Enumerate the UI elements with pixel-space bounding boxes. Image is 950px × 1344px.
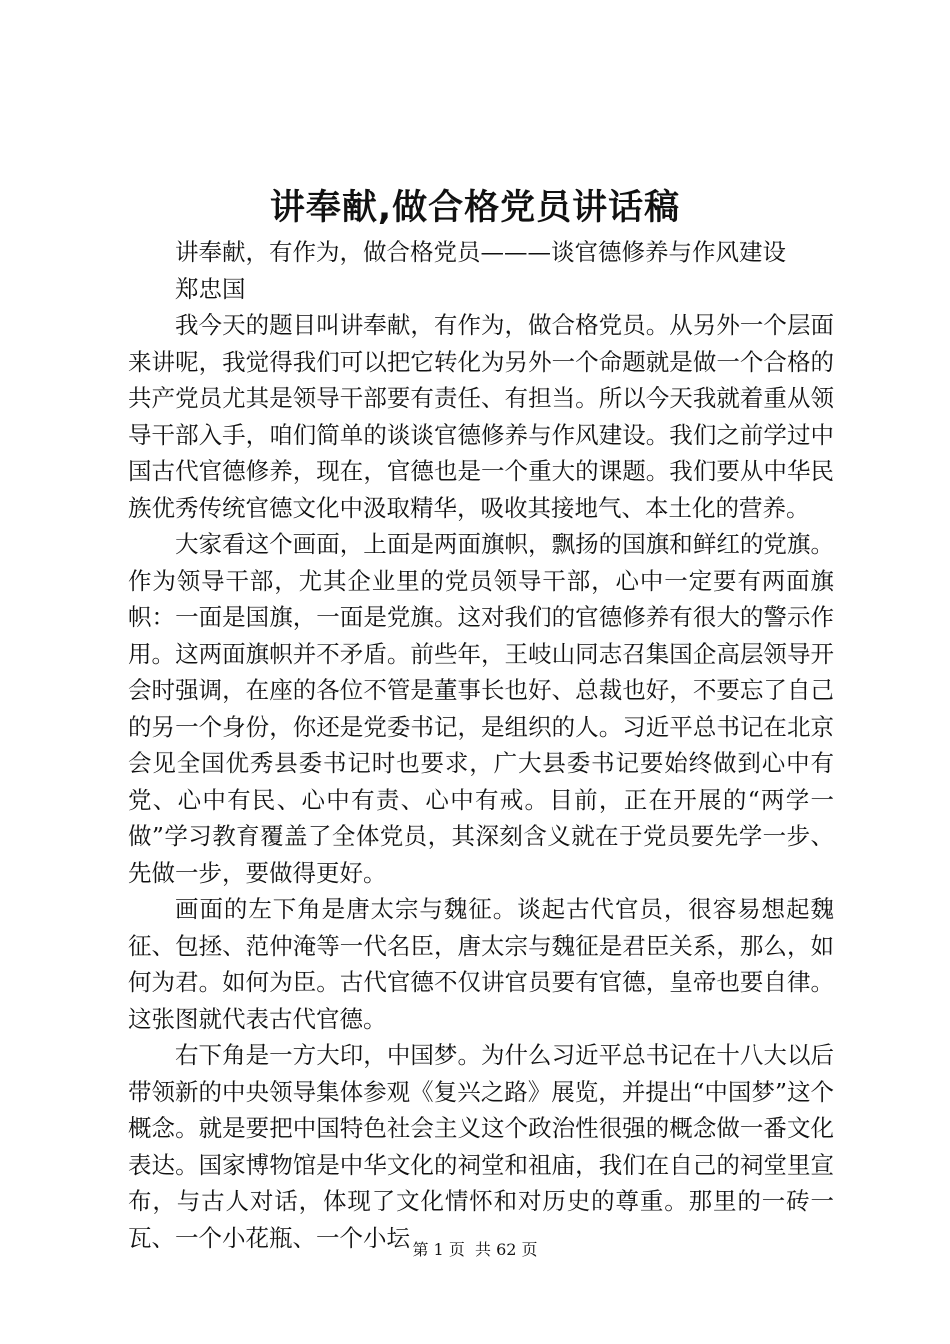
page-number-footer: 第 1 页 共 62 页	[412, 1240, 538, 1259]
document-body	[128, 234, 834, 1256]
body-paragraph: 大家看这个画面，上面是两面旗帜，飘扬的国旗和鲜红的党旗。作为领导干部，尤其企业里的党员领导干部，心中一定要有两面旗帜：一面是国旗，一面是党旗。这对我们的官德修养有很大的警示作用。这两面旗帜并不矛盾。前些年，王岐山同志召集国企高层领导开会时强调，在座的各位不管是董事长也好、总裁也好，不要忘了自己的另一个身份，你还是党委书记，是组织的人。习近平总书记在北京会见全国优秀县委书记时也要求，广大县委书记要始终做到心中有党、心中有民、心中有责、心中有戒。目前，正在开展的“两学一做”学习教育覆盖了全体党员，其深刻含义就在于党员要先学一步、先做一步，要做得更好。	[128, 530, 834, 887]
document-title: 讲奉献,做合格党员讲话稿	[269, 188, 681, 228]
author-paragraph: 郑忠国	[175, 274, 246, 303]
body-paragraph: 我今天的题目叫讲奉献，有作为，做合格党员。从另外一个层面来讲呢，我觉得我们可以把它转化为另外一个命题就是做一个合格的共产党员尤其是领导干部要有责任、有担当。所以今天我就着重从领导干部入手，咱们简单的谈谈官德修养与作风建设。我们之前学过中国古代官德修养，现在，官德也是一个重大的课题。我们要从中华民族优秀传统官德文化中汲取精华，吸收其接地气、本土化的营养。	[128, 311, 834, 522]
body-paragraph: 画面的左下角是唐太宗与魏征。谈起古代官员，很容易想起魏征、包拯、范仲淹等一代名臣，唐太宗与魏征是君臣关系，那么，如何为君。如何为臣。古代官德不仅讲官员要有官德，皇帝也要自律。这张图就代表古代官德。	[128, 895, 834, 1033]
body-paragraph: 右下角是一方大印，中国梦。为什么习近平总书记在十八大以后带领新的中央领导集体参观《复兴之路》展览，并提出“中国梦”这个概念。就是要把中国特色社会主义这个政治性很强的概念做一番文化表达。国家博物馆是中华文化的祠堂和祖庙，我们在自己的祠堂里宣布，与古人对话，体现了文化情怀和对历史的尊重。那里的一砖一瓦、一个小花瓶、一个小坛	[128, 1041, 834, 1252]
subtitle-paragraph: 讲奉献，有作为，做合格党员———谈官德修养与作风建设	[175, 238, 786, 266]
